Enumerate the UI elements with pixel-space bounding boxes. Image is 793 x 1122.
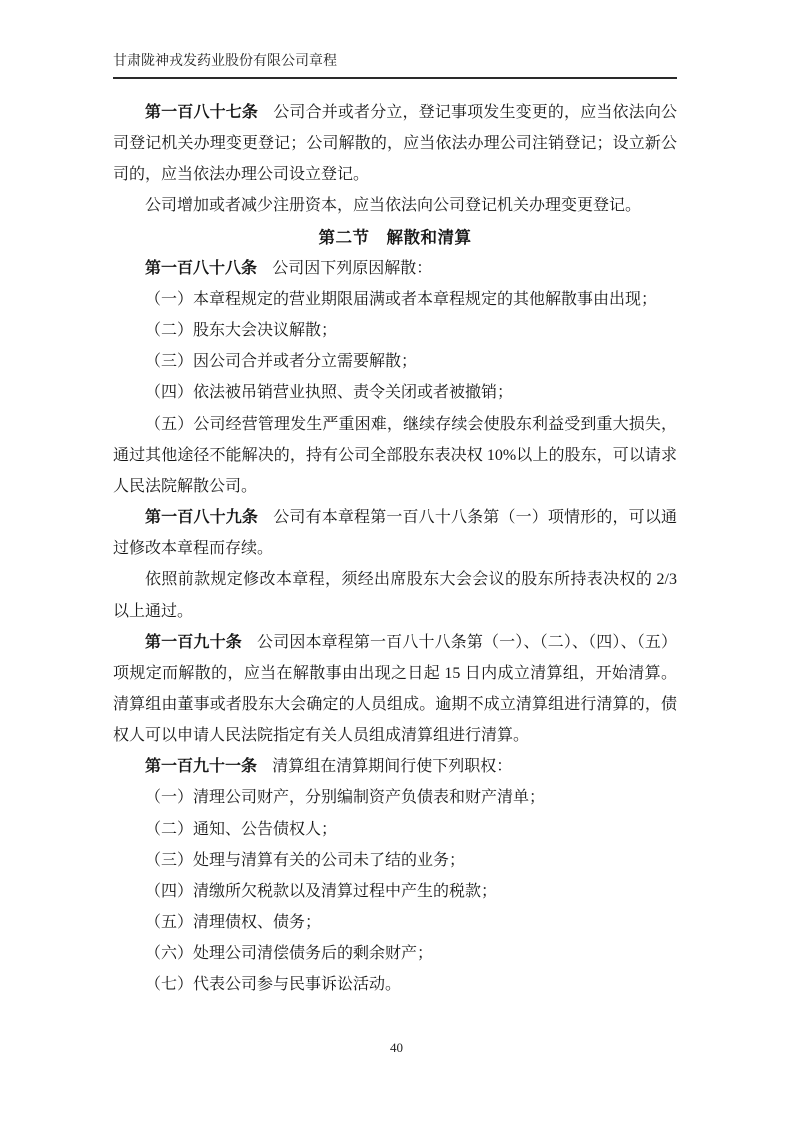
article-number: 第一百八十八条 — [145, 259, 258, 277]
document-body — [113, 97, 677, 1001]
paragraph: （三）处理与清算有关的公司未了结的业务； — [145, 851, 466, 869]
paragraph: （七）代表公司参与民事诉讼活动。 — [145, 976, 402, 994]
article-number: 第一百九十一条 — [145, 758, 258, 776]
header-title: 甘肃陇神戎发药业股份有限公司章程 — [113, 54, 337, 69]
paragraph: 依照前款规定修改本章程，须经出席股东大会会议的股东所持表决权的 2/3 以上通过。 — [113, 571, 677, 620]
section-heading: 第二节 解散和清算 — [318, 227, 472, 247]
article-number: 第一百八十九条 — [145, 509, 259, 527]
paragraph: （五）清理债权、债务； — [145, 914, 322, 932]
article-number: 第一百八十七条 — [145, 104, 259, 121]
paragraph: 第一百九十条 公司因本章程第一百八十八条第（一）、（二）、（四）、（五）项规定而解散的，应当在解散事由出现之日起 15 日内成立清算组，开始清算。清算组由董事或者股东大会确定的人员组成。逾期不成立清算组进行清算的，债权人可以申请人民法院指定有关人员组成清算组进行清算。 — [113, 633, 677, 745]
paragraph: 第一百八十八条 公司因下列原因解散： — [145, 259, 433, 277]
paragraph: （二）股东大会决议解散； — [145, 322, 338, 340]
paragraph: （三）因公司合并或者分立需要解散； — [145, 353, 418, 371]
paragraph: 第一百九十一条 清算组在清算期间行使下列职权： — [145, 758, 513, 776]
paragraph: （一）本章程规定的营业期限届满或者本章程规定的其他解散事由出现； — [145, 290, 658, 308]
paragraph: 第一百八十九条 公司有本章程第一百八十八条第（一）项情形的，可以通过修改本章程而存续。 — [113, 509, 677, 558]
paragraph: 公司增加或者减少注册资本，应当依法向公司登记机关办理变更登记。 — [145, 197, 642, 215]
page-number: 40 — [390, 1040, 403, 1055]
paragraph: （二）通知、公告债权人； — [145, 820, 338, 838]
page-header — [113, 52, 677, 79]
paragraph: （六）处理公司清偿债务后的剩余财产； — [145, 945, 434, 963]
article-number: 第一百九十条 — [145, 633, 242, 651]
paragraph: （五）公司经营管理发生严重困难，继续存续会使股东利益受到重大损失，通过其他途径不能解决的，持有公司全部股东表决权 10%以上的股东，可以请求人民法院解散公司。 — [113, 415, 677, 495]
paragraph: （一）清理公司财产，分别编制资产负债表和财产清单； — [145, 789, 546, 807]
paragraph: （四）清缴所欠税款以及清算过程中产生的税款； — [145, 882, 498, 900]
page-footer — [0, 1040, 793, 1056]
paragraph: （四）依法被吊销营业执照、责令关闭或者被撤销； — [145, 384, 514, 402]
paragraph: 第一百八十七条 公司合并或者分立，登记事项发生变更的，应当依法向公司登记机关办理变更登记；公司解散的，应当依法办理公司注销登记；设立新公司的，应当依法办理公司设立登记。 — [113, 104, 677, 184]
